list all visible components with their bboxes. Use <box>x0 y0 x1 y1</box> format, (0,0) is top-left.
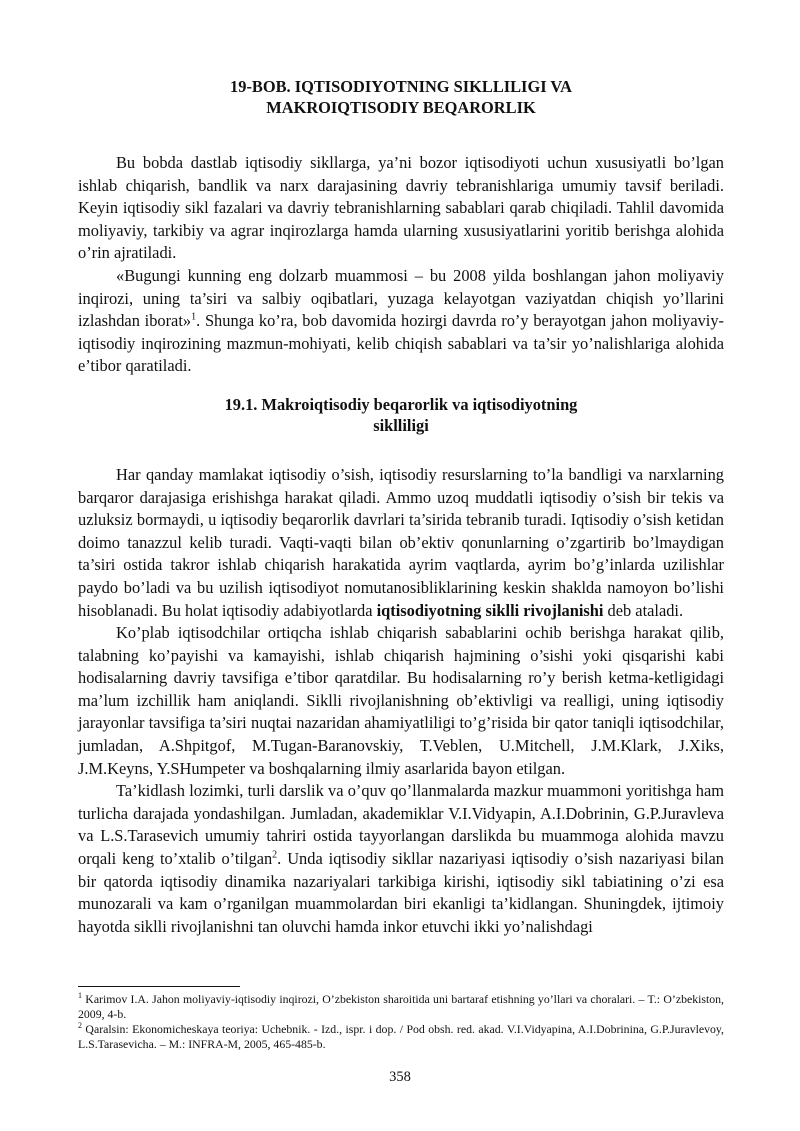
section-title <box>78 394 724 436</box>
section-paragraph-3 <box>78 780 724 938</box>
footnote-2 <box>78 1022 724 1052</box>
footnote-2-mark: 2 <box>78 1021 82 1031</box>
footnote-2-text: Qaralsin: Ekonomicheskaya teoriya: Uchebnik. - Izd., ispr. i dop. / Pod obsh. red. akad. V.I.Vidyapina, A.I.Dobrinina, G.P.Juravlevoy, L.S.Tarasevicha. – M.: INFRA-M, 2005, 465-485-b. <box>78 1022 724 1051</box>
intro-paragraph-1: Bu bobda dastlab iqtisodiy sikllarga, ya’ni bozor iqtisodiyoti uchun xususiyatli bo’lgan ishlab chiqarish, bandlik va narx darajasining davriy tebranishlariga umumiy tavsif beriladi. Keyin iqtisodiy sikl fazalari va davriy tebranishlarning sabablari qarab chiqiladi. Tahlil davomida moliyaviy, tarkibiy va agrar inqirozlarga hamda ularning xususiyatlarini yoritib berishga alohida o’rin ajratiladi. <box>78 153 724 263</box>
footnote-ref-1: 1 <box>191 311 197 323</box>
footnote-ref-2: 2 <box>272 849 278 861</box>
section-paragraph-1-text-a: Har qanday mamlakat iqtisodiy o’sish, iqtisodiy resurslarning to’la bandligi va narxlarning barqaror darajasiga erishishga harakat qiladi. Ammo uzoq muddatli iqtisodiy o’sish bir tekis va uzluksiz bormaydi, u iqtisodiy beqarorlik davrlari ta’sirida tebranib turadi. Iqtisodiy o’sish ketidan doimo tanazzul kelib turadi. Vaqti-vaqti bilan ob’ektiv qonunlarning o’zgartirib bo’lmaydigan ta’siri ostida takror ishlab chiqarish harakatida ayrim vaqtlarda, ayrim bo’g’inlarda uzilishlar paydo bo’ladi va bu uzilish iqtisodiyot nomutanosibliklarining keskin shaklda namoyon bo’lishi hisoblanadi. Bu holat iqtisodiy adabiyotlarda <box>78 464 724 620</box>
footnotes <box>78 992 724 1052</box>
section-title-line-2: siklliligi <box>373 415 429 435</box>
footnote-1 <box>78 992 724 1022</box>
footnote-1-text: Karimov I.A. Jahon moliyaviy-iqtisodiy inqirozi, O’zbekiston sharoitida uni bartaraf etishning yo’llari va choralari. – T.: O’zbekiston, 2009, 4-b. <box>78 992 724 1021</box>
chapter-title-line-2: MAKROIQTISODIY BEQARORLIK <box>266 98 536 117</box>
section-title-line-1: 19.1. Makroiqtisodiy beqarorlik va iqtisodiyotning <box>224 394 578 414</box>
intro-paragraph-2 <box>78 265 724 378</box>
section-paragraph-1 <box>78 464 724 622</box>
section-paragraph-1-text-b: deb ataladi. <box>603 600 684 620</box>
section-paragraph-3-text-b: . Unda iqtisodiy sikllar nazariyasi iqtisodiy o’sish nazariyasi bilan bir qatorda iqtisodiy dinamika nazariyalari tarkibiga kirishi, iqtisodiy sikl tabiatining o’zi esa munozarali va kam o’rganilgan muammolardan biri ekanligi ta’kidlangan. Shuningdek, ijtimoiy hayotda siklli rivojlanishni tan oluvchi hamda inkor etuvchi ikki yo’nalishdagi <box>78 849 724 936</box>
footnote-separator <box>78 986 240 987</box>
chapter-title <box>78 76 724 118</box>
section-paragraph-3-text-a: Ta’kidlash lozimki, turli darslik va o’quv qo’llanmalarda mazkur muammoni yoritishga ham turlicha darajada yondashilgan. Jumladan, akademiklar V.I.Vidyapin, A.I.Dobrinin, G.P.Juravleva va L.S.Tarasevich umumiy tahriri ostida tayyorlangan darslikda bu muammoga alohida mavzu orqali keng to’xtalib o’tilgan <box>78 781 724 869</box>
section-paragraph-2: Ko’plab iqtisodchilar ortiqcha ishlab chiqarish sabablarini ochib berishga harakat qilib, talabning ko’payishi va kamayishi, ishlab chiqarish hajmining o’sishi yoki qisqarishi kabi hodisalarning davriy tavsifiga e’tibor qaratdilar. Bu hodisalarning ro’y berish ketma-ketligidagi ma’lum izchillik ham aniqlandi. Siklli rivojlanishning ob’ektivligi va realligi, uning iqtisodiy jarayonlar tavsifiga ta’siri nuqtai nazaridan ahamiyatliligi to’g’risida bir qator taniqli iqtisodchilar, jumladan, A.Shpitgof, M.Tugan-Baranovskiy, T.Veblen, U.Mitchell, J.M.Klark, J.Xiks, J.M.Keyns, Y.SHumpeter va boshqalarning ilmiy asarlarida bayon etilgan. <box>78 623 724 778</box>
intro-paragraph-2-text-b: . Shunga ko’ra, bob davomida hozirgi davrda ro’y berayotgan jahon moliyaviy-iqtisodiy inqirozining mazmun-mohiyati, kelib chiqish sabablari va ta’sir yo’nalishlariga alohida e’tibor qaratiladi. <box>78 311 725 376</box>
page-number: 358 <box>389 1069 411 1085</box>
intro-paragraph-2-text-a: «Bugungi kunning eng dolzarb muammosi – bu 2008 yilda boshlangan jahon moliyaviy inqirozi, uning ta’siri va salbiy oqibatlari, yuzaga kelayotgan vaziyatdan chiqish yo’llarini izlashdan iborat» <box>78 265 724 331</box>
chapter-title-line-1: 19-BOB. IQTISODIYOTNING SIKLLILIGI VA <box>230 77 572 96</box>
footnote-1-mark: 1 <box>78 991 82 1001</box>
page-body <box>78 70 724 938</box>
emphasis-term: iqtisodiyotning siklli rivojlanishi <box>376 600 604 620</box>
